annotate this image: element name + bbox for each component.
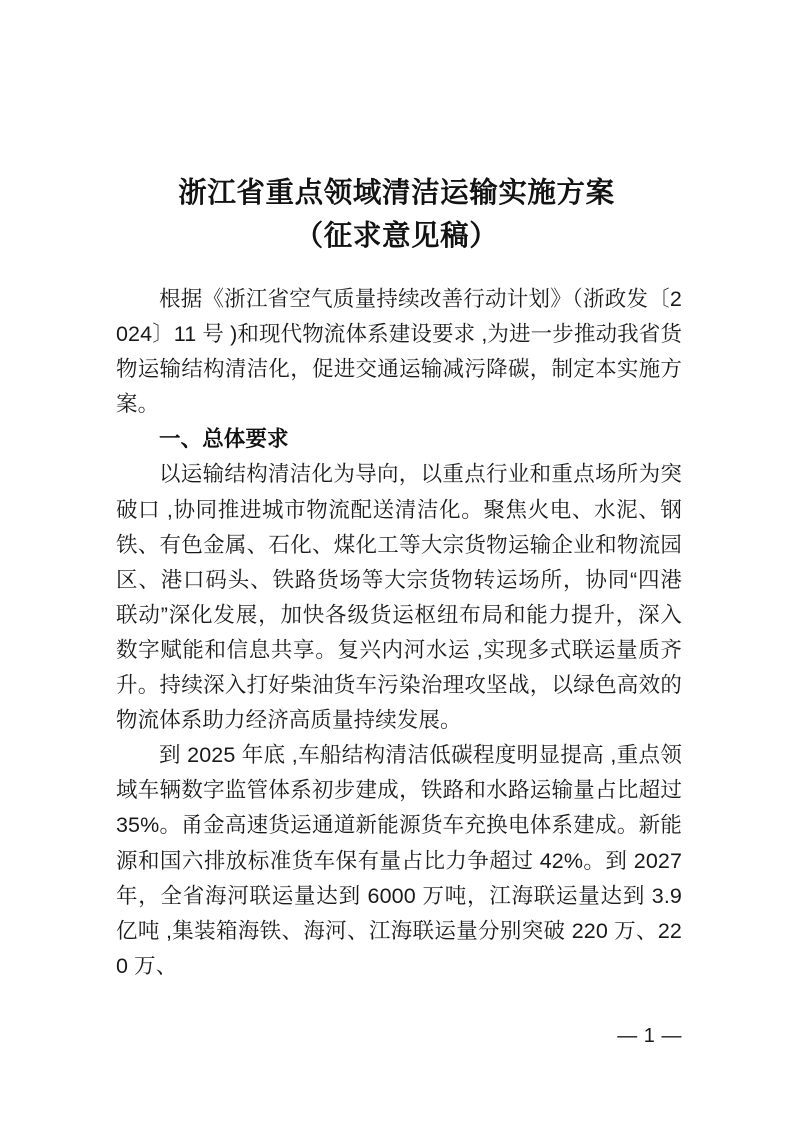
page-footer: — 1 — [617, 1025, 682, 1047]
title-block [0, 173, 793, 256]
document-body [116, 282, 682, 984]
paragraph-targets: 到 2025 年底 ,车船结构清洁低碳程度明显提高 ,重点领域车辆数字监管体系初步建成，铁路和水路运输量占比超过 35%。甬金高速货运通道新能源货车充换电体系建成。新能源和国六排放标准货车保有量占比力争超过 42%。到 2027 年，全省海河联运量达到 6000 万吨，江海联运量达到 3.9 亿吨 ,集装箱海铁、海河、江海联运量分别突破 220 万、220 万、 [116, 743, 682, 978]
paragraph-overall-requirements: 以运输结构清洁化为导向，以重点行业和重点场所为突破口 ,协同推进城市物流配送清洁化。聚焦火电、水泥、钢铁、有色金属、石化、煤化工等大宗货物运输企业和物流园区、港口码头、铁路货场等大宗货物转运场所，协同“四港联动”深化发展，加快各级货运枢纽布局和能力提升，深入数字赋能和信息共享。复兴内河水运 ,实现多式联运量质齐升。持续深入打好柴油货车污染治理攻坚战，以绿色高效的物流体系助力经济高质量持续发展。 [116, 462, 682, 733]
document-title: 浙江省重点领域清洁运输实施方案 [178, 177, 615, 209]
document-subtitle: （征求意见稿） [294, 220, 499, 252]
heading-section-one: 一、总体要求 [159, 427, 289, 452]
paragraph-preamble: 根据《浙江省空气质量持续改善行动计划》（浙政发〔2024〕11 号 )和现代物流体系建设要求 ,为进一步推动我省货物运输结构清洁化，促进交通运输减污降碳，制定本实施方案。 [116, 287, 682, 417]
